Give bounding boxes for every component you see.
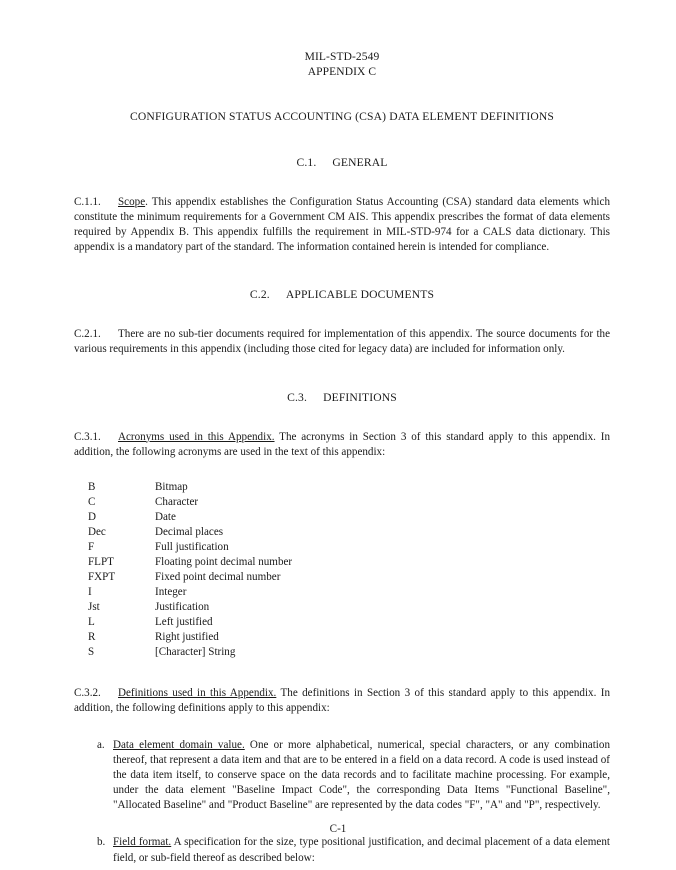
- acronym-meaning: [Character] String: [155, 645, 236, 658]
- clause-text-definitions: The definitions in Section 3 of this standard apply to this appendix. In addition, the following definitions apply to this appendix:: [74, 686, 610, 714]
- acronym-abbr: D: [88, 510, 97, 523]
- acronym-meaning: Date: [155, 510, 176, 523]
- definition-item: [97, 835, 610, 865]
- acronym-row: [88, 540, 610, 555]
- acronym-meaning: Floating point decimal number: [155, 555, 293, 568]
- clause-applicable-documents: [74, 327, 610, 357]
- acronym-abbr: F: [88, 540, 95, 553]
- section-heading-applicable-documents: [74, 288, 610, 301]
- acronym-abbr: R: [88, 630, 96, 643]
- run-in-suffix-scope: .: [145, 196, 148, 208]
- acronym-abbr: L: [88, 615, 95, 628]
- section-title-applicable-documents: APPLICABLE DOCUMENTS: [285, 288, 435, 302]
- acronym-abbr: S: [88, 645, 95, 658]
- section-number-applicable-documents: C.2.: [249, 288, 270, 302]
- appendix-label: APPENDIX C: [307, 65, 377, 78]
- standard-id: MIL-STD-2549: [304, 51, 380, 63]
- acronym-abbr: Dec: [88, 525, 106, 538]
- definition-text: One or more alphabetical, numerical, special characters, or any combination thereof, that represent a data item and that are to be entered in a field on a data record. A code is used instead of the data item itself, to conserve space on the data records and to facilitate machine processing. For example, under the data element "Baseline Impact Code", the corresponding Data Items "Functional Baseline", "Allocated Baseline" and "Product Baseline" are represented by the data codes "F", "A" and "P", respectively.: [113, 738, 610, 812]
- acronym-meaning: Character: [155, 495, 199, 508]
- acronym-meaning: Justification: [155, 600, 210, 613]
- acronym-meaning: Integer: [155, 585, 187, 598]
- clause-number-definitions: C.3.2.: [74, 686, 101, 699]
- acronym-row: [88, 585, 610, 600]
- acronym-abbr: I: [88, 585, 92, 598]
- acronym-abbr: FXPT: [88, 570, 116, 583]
- section-title-definitions: DEFINITIONS: [323, 390, 397, 404]
- section-number-general: C.1.: [296, 156, 317, 169]
- definition-item-marker: b.: [97, 836, 106, 849]
- section-number-definitions: C.3.: [287, 390, 308, 404]
- acronym-meaning: Bitmap: [155, 480, 188, 493]
- section-title-general: GENERAL: [332, 156, 388, 169]
- run-in-heading-definitions: Definitions used in this Appendix.: [118, 686, 277, 699]
- acronym-row: [88, 645, 610, 660]
- page-footer: [0, 823, 676, 835]
- clause-text-applicable-documents: There are no sub-tier documents required for implementation of this appendix. The source documents for the various requirements in this appendix (including those cited for legacy data) are included for information only.: [74, 328, 610, 356]
- definition-item-marker: a.: [97, 738, 105, 751]
- clause-definitions: [74, 686, 610, 716]
- document-header: [74, 50, 610, 79]
- clause-number-acronyms: C.3.1.: [74, 430, 101, 443]
- definition-term: Data element domain value.: [113, 738, 245, 751]
- acronym-table: [88, 480, 610, 660]
- acronym-row: [88, 495, 610, 510]
- page-number: C-1: [329, 823, 347, 835]
- acronym-row: [88, 600, 610, 615]
- definition-term: Field format.: [113, 836, 172, 849]
- acronym-abbr: B: [88, 480, 96, 493]
- document-title: CONFIGURATION STATUS ACCOUNTING (CSA) DATA ELEMENT DEFINITIONS: [130, 110, 554, 123]
- acronym-abbr: Jst: [88, 600, 100, 613]
- acronym-row: [88, 510, 610, 525]
- acronym-row: [88, 630, 610, 645]
- acronym-row: [88, 525, 610, 540]
- clause-acronyms: [74, 430, 610, 460]
- section-heading-general: [74, 156, 610, 169]
- acronym-meaning: Left justified: [155, 615, 213, 628]
- acronym-meaning: Fixed point decimal number: [155, 570, 281, 583]
- clause-scope: [74, 195, 610, 255]
- definition-item-body: [113, 835, 610, 865]
- definition-text: A specification for the size, type positional justification, and decimal placement of a data element field, or sub-field thereof as described below:: [113, 836, 610, 864]
- run-in-heading-scope: Scope: [118, 196, 146, 208]
- acronym-meaning: Full justification: [155, 540, 229, 553]
- page-content: [74, 0, 610, 866]
- acronym-row: [88, 555, 610, 570]
- acronym-row: [88, 570, 610, 585]
- acronym-abbr: C: [88, 495, 96, 508]
- acronym-abbr: FLPT: [88, 555, 114, 568]
- acronym-row: [88, 615, 610, 630]
- acronym-meaning: Right justified: [155, 630, 219, 643]
- run-in-heading-acronyms: Acronyms used in this Appendix.: [118, 430, 275, 443]
- clause-text-acronyms: The acronyms in Section 3 of this standard apply to this appendix. In addition, the following acronyms are used in the text of this appendix:: [74, 430, 610, 458]
- acronym-row: [88, 480, 610, 495]
- section-heading-definitions: [74, 391, 610, 404]
- clause-text-scope: This appendix establishes the Configuration Status Accounting (CSA) standard data elements which constitute the minimum requirements for a Government CM AIS. This appendix prescribes the format of data elements required by Appendix B. This appendix fulfills the requirement in MIL-STD-974 for a CALS data dictionary. This appendix is a mandatory part of the standard. The information contained herein is intended for compliance.: [74, 196, 610, 254]
- definition-item: [97, 738, 610, 813]
- clause-number-applicable-documents: C.2.1.: [74, 328, 101, 341]
- clause-number-scope: C.1.1.: [74, 196, 101, 208]
- acronym-meaning: Decimal places: [155, 525, 224, 538]
- definition-item-body: [113, 738, 610, 813]
